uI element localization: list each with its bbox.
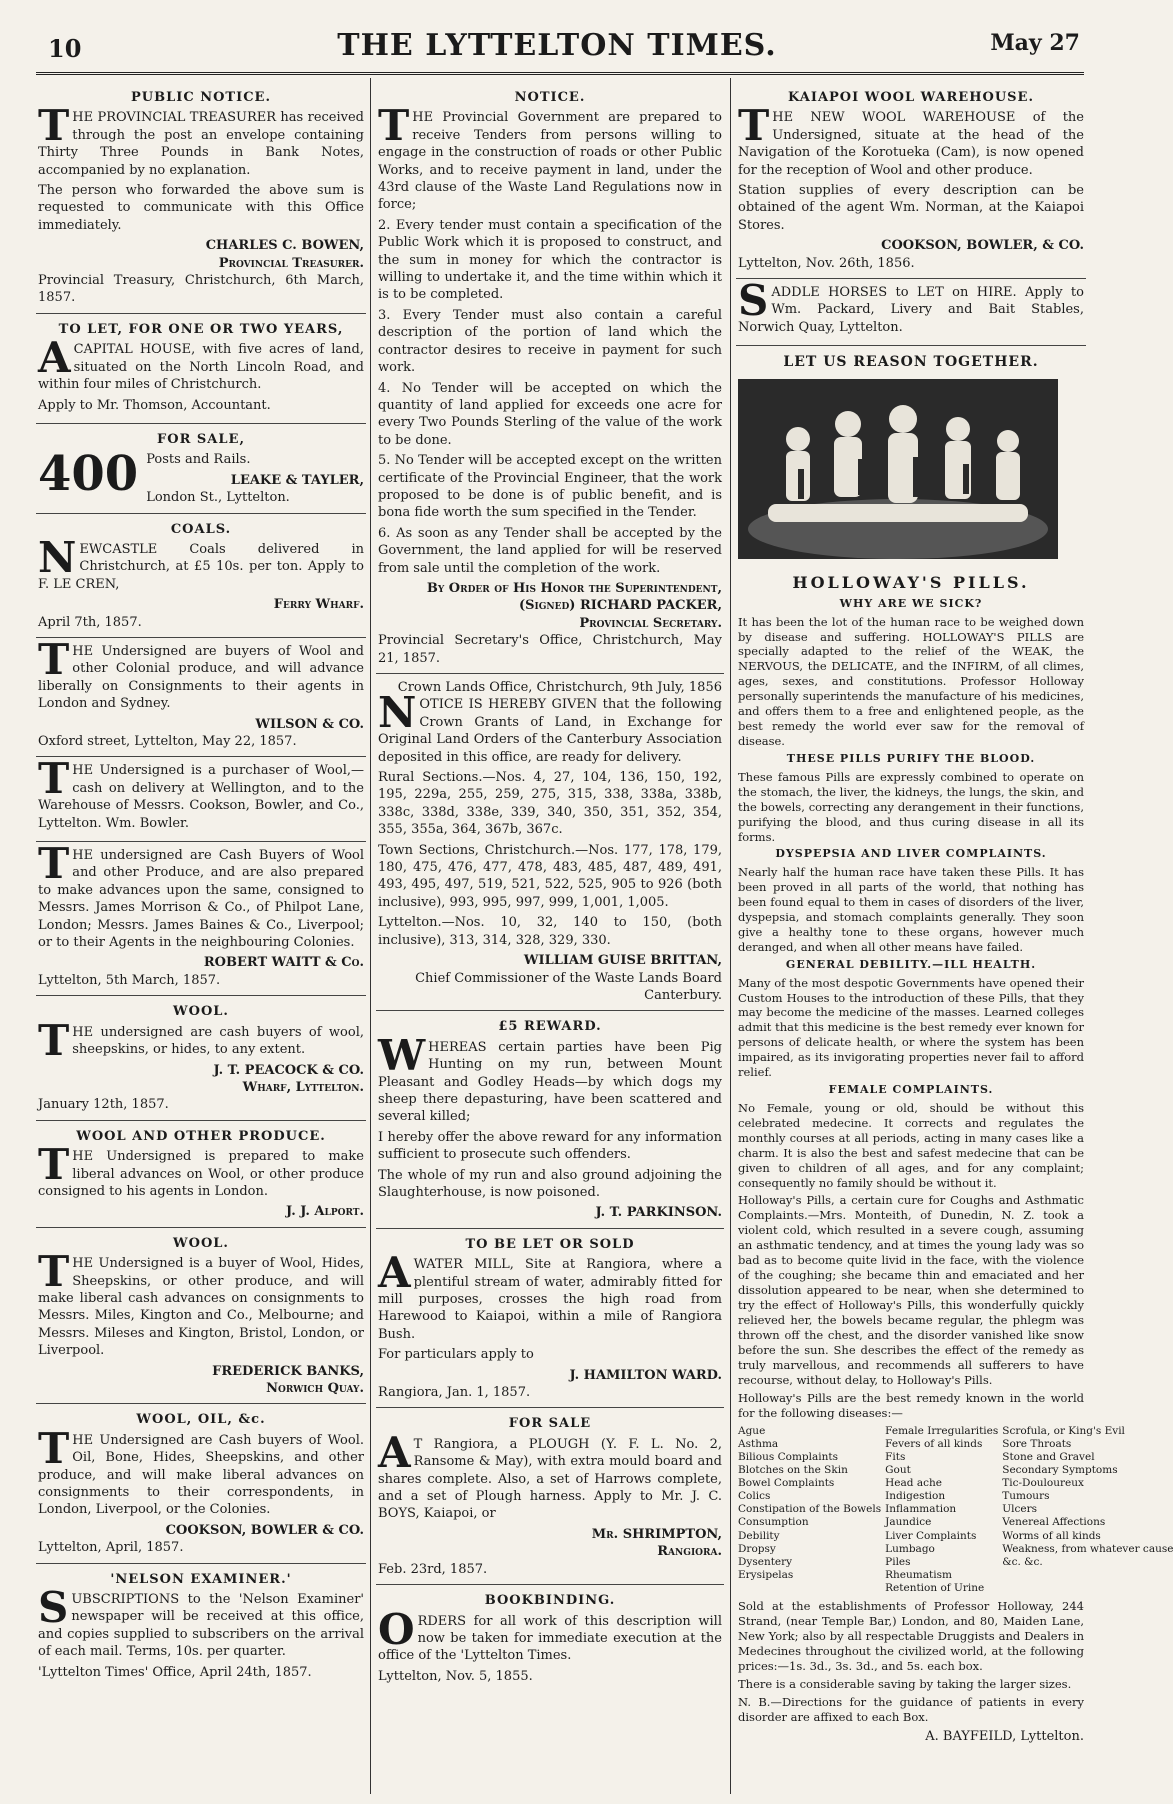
disease-item: Female Irregularities bbox=[885, 1424, 999, 1437]
ad-signature: Ferry Wharf. bbox=[273, 597, 364, 613]
ad-signature: Rangiora. bbox=[657, 1544, 722, 1560]
disease-item: Head ache bbox=[885, 1477, 942, 1490]
section-heading: FEMALE COMPLAINTS. bbox=[828, 1083, 994, 1097]
ad-heading: NOTICE. bbox=[514, 90, 586, 105]
disease-item: Bowel Complaints bbox=[738, 1477, 835, 1490]
disease-item: Fits bbox=[885, 1450, 906, 1463]
ad-text: THE Undersigned are buyers of Wool and other Colonial produce, and will advance liberally on Consignments to their agents in London and Sydney. bbox=[38, 634, 364, 712]
disease-item: Secondary Symptoms bbox=[1002, 1463, 1118, 1476]
ad-heading: 'NELSON EXAMINER.' bbox=[110, 1571, 292, 1587]
ad-signature: Mr. SHRIMPTON, bbox=[591, 1526, 722, 1542]
disease-item: Scrofula, or King's Evil bbox=[1002, 1424, 1125, 1437]
ad-text: Station supplies of every description can be obtained of the agent Wm. Norman, at the Kaiapoi Stores. bbox=[738, 183, 1084, 233]
ad-signature: J. T. PEACOCK & CO. bbox=[213, 1062, 364, 1078]
disease-item: Rheumatism bbox=[885, 1568, 952, 1581]
disease-item: Jaundice bbox=[885, 1516, 932, 1529]
newspaper-title: THE LYTTELTON TIMES. bbox=[337, 28, 777, 63]
ad-dateline: Crown Lands Office, Christchurch, 9th July, 1856 bbox=[397, 680, 722, 695]
ad-heading: FOR SALE, bbox=[157, 431, 245, 447]
ad-dateline: Lyttelton, 5th March, 1857. bbox=[38, 972, 221, 988]
advertisement bbox=[376, 1585, 724, 1691]
disease-item: Bilious Complaints bbox=[738, 1450, 838, 1463]
ad-text: THE NEW WOOL WAREHOUSE of the Undersigned, situate at the head of the Navigation of the Korotueka (Cam), is now opened for the reception of Wool and other produce. bbox=[738, 101, 1084, 178]
ad-signature: J. J. Alport. bbox=[286, 1204, 364, 1220]
ad-signature: WILSON & CO. bbox=[255, 716, 364, 732]
disease-item: Debility bbox=[738, 1529, 780, 1542]
disease-item: Dysentery bbox=[738, 1555, 793, 1568]
ad-text: THE undersigned are cash buyers of wool, sheepskins, or hides, to any extent. bbox=[38, 1015, 364, 1065]
advertisement bbox=[376, 1408, 724, 1585]
column-right bbox=[736, 82, 1173, 1790]
page-number: 10 bbox=[48, 34, 82, 63]
ad-heading: WOOL AND OTHER PRODUCE. bbox=[76, 1128, 326, 1144]
ad-heading: TO BE LET OR SOLD bbox=[465, 1236, 635, 1252]
disease-item: Worms of all kinds bbox=[1002, 1529, 1101, 1542]
section-heading: THESE PILLS PURIFY THE BLOOD. bbox=[786, 752, 1036, 766]
ad-text: NOTICE IS HEREBY GIVEN that the following Crown Grants of Land, in Exchange for Original Land Orders of the Canterbury Association deposited in this office, are ready for delivery. bbox=[378, 688, 722, 765]
ad-signature: Provincial Treasurer. bbox=[218, 255, 364, 271]
advertisement bbox=[376, 1229, 724, 1409]
ad-text: Nearly half the human race have taken these Pills. It has been proved in all parts of the world, that nothing has been found equal to them in cases of disorders of the liver, dyspepsia, and stomach complaints generally. They soon give a healthy tone to these organs, however much deranged, and when all other means have failed. bbox=[738, 865, 1084, 954]
disease-item: Constipation of the Bowels bbox=[738, 1503, 882, 1516]
ad-text: I hereby offer the above reward for any information sufficient to prosecute such offenders. bbox=[378, 1129, 722, 1163]
ad-heading: WOOL, OIL, &c. bbox=[136, 1412, 266, 1428]
ad-signature: A. BAYFEILD, Lyttelton. bbox=[925, 1728, 1084, 1744]
advertisement bbox=[36, 1404, 366, 1563]
disease-item: Consumption bbox=[738, 1516, 809, 1529]
ad-signature: Provincial Secretary. bbox=[579, 615, 722, 631]
ad-dateline: Lyttelton, Nov. 26th, 1856. bbox=[738, 255, 915, 271]
disease-item: Retention of Urine bbox=[885, 1582, 985, 1595]
ad-text: Many of the most despotic Governments have opened their Custom Houses to the introduction of these Pills, that they may become the medicine of the masses. Learned colleges admit that this medicine is the best remedy ever known for persons of delicate health, or where the system has been impaired, as its invigorating properties never fail to afford relief. bbox=[738, 975, 1084, 1080]
ad-signature: (Signed) RICHARD PACKER, bbox=[518, 598, 722, 614]
advertisement bbox=[36, 1121, 366, 1228]
kaiapoi-warehouse-ad bbox=[736, 82, 1086, 279]
ad-dateline: Provincial Treasury, Christchurch, 6th March, 1857. bbox=[38, 273, 364, 306]
disease-item: Sore Throats bbox=[1002, 1437, 1072, 1450]
holloway-ad bbox=[736, 346, 1173, 1751]
ad-text: ACAPITAL HOUSE, with five acres of land, situated on the North Lincoln Road, and within four miles of Christchurch. bbox=[38, 333, 364, 393]
ad-text: Lyttelton.—Nos. 10, 32, 140 to 150, (both inclusive), 313, 314, 328, 329, 330. bbox=[378, 915, 722, 948]
ad-signature: COOKSON, BOWLER & CO. bbox=[165, 1522, 364, 1538]
ad-text: AT Rangiora, a PLOUGH (Y. F. L. No. 2, Ransome & May), with extra mould board and shares complete. Also, a set of Harrows complete, and a set of Plough harness. Apply to Mr. J. C. BOYS, Kaiapoi, or bbox=[378, 1427, 722, 1522]
ad-text: Holloway's Pills are the best remedy known in the world for the following diseases:— bbox=[738, 1390, 1084, 1420]
ad-signature: FREDERICK BANKS, bbox=[212, 1363, 364, 1379]
ad-signature: WILLIAM GUISE BRITTAN, bbox=[523, 953, 722, 969]
disease-item: Ulcers bbox=[1002, 1503, 1037, 1516]
ad-dateline: Rangiora, Jan. 1, 1857. bbox=[378, 1385, 531, 1401]
ad-text: THE Undersigned is a purchaser of Wool,—cash on delivery at Wellington, and to the Warehouse of Messrs. Cookson, Bowler, and Co., Lyttelton. Wm. Bowler. bbox=[38, 754, 364, 831]
ad-text: 6. As soon as any Tender shall be accepted by the Government, the land applied for will be reserved from sale until the completion of the work. bbox=[378, 525, 722, 576]
ad-text: 2. Every tender must contain a specification of the Public Work which it is proposed to construct, and the sum in money for which the contractor is willing to undertake it, and the time within which it is to be completed. bbox=[378, 217, 722, 303]
ad-signature: J. T. PARKINSON. bbox=[595, 1205, 722, 1221]
advertisement bbox=[376, 674, 724, 1011]
ad-heading: LET US REASON TOGETHER. bbox=[783, 354, 1039, 371]
disease-item: Erysipelas bbox=[738, 1568, 794, 1581]
disease-item: &c. &c. bbox=[1002, 1555, 1043, 1568]
ad-signature: LEAKE & TAYLER, bbox=[230, 472, 364, 488]
ad-heading: COALS. bbox=[170, 521, 232, 537]
disease-item: Inflammation bbox=[885, 1503, 957, 1516]
ad-dateline: Lyttelton, April, 1857. bbox=[38, 1540, 184, 1556]
disease-item bbox=[1002, 1582, 1173, 1595]
disease-item: Lumbago bbox=[885, 1542, 935, 1555]
section-heading: GENERAL DEBILITY.—ILL HEALTH. bbox=[785, 957, 1037, 971]
ad-text: For particulars apply to bbox=[378, 1347, 534, 1363]
disease-item: Ague bbox=[738, 1424, 766, 1437]
disease-item: Fevers of all kinds bbox=[885, 1437, 983, 1450]
disease-item: Tumours bbox=[1002, 1490, 1050, 1503]
ad-text: ORDERS for all work of this description will now be taken for immediate execution at the office of the 'Lyttelton Times. bbox=[378, 1604, 722, 1664]
disease-item: Indigestion bbox=[885, 1490, 946, 1503]
ad-signature: J. HAMILTON WARD. bbox=[569, 1367, 722, 1383]
disease-item: Liver Complaints bbox=[885, 1529, 977, 1542]
advertisement bbox=[36, 514, 366, 638]
ad-text: WHEREAS certain parties have been Pig Hunting on my run, between Mount Pleasant and Godley Heads—by which dogs my sheep there depasturing, have been scattered and several killed; bbox=[378, 1030, 722, 1125]
ad-signature: ROBERT WAITT & Co. bbox=[203, 955, 364, 971]
ad-text: The person who forwarded the above sum is requested to communicate with this Office immediately. bbox=[38, 183, 364, 233]
large-figure: 400 bbox=[38, 446, 139, 503]
advertisement bbox=[36, 634, 366, 757]
ad-text: AWATER MILL, Site at Rangiora, where a plentiful stream of water, admirably fitted for mill purposes, crosses the high road from Harewood to Kaiapoi, within a mile of Rangiora Bush. bbox=[378, 1248, 722, 1342]
ad-text: N. B.—Directions for the guidance of patients in every disorder are affixed to each Box. bbox=[738, 1694, 1084, 1724]
ad-signature: COOKSON, BOWLER, & CO. bbox=[881, 238, 1084, 254]
advertisement bbox=[36, 1228, 366, 1405]
disease-item: Dropsy bbox=[738, 1542, 776, 1555]
masthead bbox=[0, 28, 1114, 68]
ad-text: 3. Every Tender must also contain a careful description of the portion of land which the contractor desires to receive in payment for such work. bbox=[378, 307, 722, 376]
ad-text: NEWCASTLE Coals delivered in Christchurch, at £5 10s. per ton. Apply to F. LE CREN, bbox=[38, 532, 364, 592]
ad-text: Apply to Mr. Thomson, Accountant. bbox=[38, 397, 271, 413]
ad-heading: KAIAPOI WOOL WAREHOUSE. bbox=[788, 90, 1034, 105]
advertisement bbox=[36, 996, 366, 1120]
column-divider-1 bbox=[370, 78, 371, 1794]
masthead-rule bbox=[36, 72, 1084, 75]
ad-text: Rural Sections.—Nos. 4, 27, 104, 136, 150, 192, 195, 229a, 255, 259, 275, 315, 338, 338a, 338b, 338c, 338d, 338e, 339, 340, 350, 351, 352, 354, 355, 355a, 364, 367b, 367c. bbox=[378, 770, 722, 838]
section-heading: DYSPEPSIA AND LIVER COMPLAINTS. bbox=[775, 847, 1047, 861]
advertisement bbox=[36, 314, 366, 424]
saddle-horses-ad bbox=[736, 276, 1086, 346]
advertisement bbox=[36, 424, 366, 514]
column-left bbox=[36, 82, 366, 1790]
ad-dateline: Oxford street, Lyttelton, May 22, 1857. bbox=[38, 734, 297, 749]
ad-signature: Chief Commissioner of the Waste Lands Board Canterbury. bbox=[415, 970, 722, 1003]
ad-text: THE Undersigned is a buyer of Wool, Hides, Sheepskins, or other produce, and will make liberal cash advances on consignments to Messrs. Miles, Kington and Co., Melbourne; and Messrs. Mileses and Kington, Bristol, London, or Liverpool. bbox=[38, 1247, 364, 1359]
advertisement bbox=[376, 1011, 724, 1228]
disease-item bbox=[1002, 1569, 1173, 1582]
disease-item bbox=[738, 1582, 881, 1595]
ad-text: THE Undersigned are Cash buyers of Wool. Oil, Bone, Hides, Sheepskins, and other produce, and will make liberal advances on consignments to their correspondents, in London, Liverpool, or the Colonies. bbox=[38, 1423, 364, 1518]
engraving-illustration bbox=[738, 379, 1058, 559]
advertisement bbox=[36, 1564, 366, 1687]
advertisement bbox=[36, 754, 366, 842]
ad-text: 5. No Tender will be accepted except on the written certificate of the Provincial Engineer, that the work proposed to be done is of public benefit, and is bona fide worth the sum specified in the Tender. bbox=[378, 453, 722, 521]
ad-text: It has been the lot of the human race to be weighed down by disease and suffering. HOLLOWAY'S PILLS are specially adapted to the relief of the WEAK, the NERVOUS, the DELICATE, and the INFIRM, of all climes, ages, sexes, and constitutions. Professor Holloway personally superintends the manufacture of his medicines, and offers them to a free and enlightened people, as the best remedy the world ever saw for the removal of disease. bbox=[738, 614, 1084, 749]
advertisement bbox=[36, 839, 366, 996]
ad-text: There is a considerable saving by taking the larger sizes. bbox=[738, 1676, 1072, 1691]
ad-heading: PUBLIC NOTICE. bbox=[131, 90, 271, 105]
advertisement bbox=[376, 82, 724, 674]
ad-dateline: Feb. 23rd, 1857. bbox=[378, 1561, 488, 1577]
ad-signature: By Order of His Honor the Superintendent, bbox=[426, 580, 722, 596]
holloway-title: HOLLOWAY'S PILLS. bbox=[792, 573, 1030, 593]
disease-item: Piles bbox=[885, 1555, 911, 1568]
ad-dateline: January 12th, 1857. bbox=[38, 1097, 169, 1113]
ad-text: Town Sections, Christchurch.—Nos. 177, 178, 179, 180, 475, 476, 477, 478, 483, 485, 487, 489, 491, 493, 495, 497, 519, 521, 522, 525, 905 to 926 (both inclusive), 993, 995, 997, 999, 1,001, 1,005. bbox=[378, 842, 722, 910]
disease-item: Weakness, from whatever cause bbox=[1002, 1542, 1173, 1555]
ad-signature: CHARLES C. BOWEN, bbox=[205, 238, 364, 254]
ad-text: 4. No Tender will be accepted on which the quantity of land applied for exceeds one acre for every Two Pounds Sterling of the value of the work to be done. bbox=[378, 380, 722, 448]
ad-text: These famous Pills are expressly combined to operate on the stomach, the liver, the kidneys, the lungs, the skin, and the bowels, correcting any derangement in their functions, purifying the blood, and thus curing disease in all its forms. bbox=[738, 769, 1084, 844]
ad-dateline: Provincial Secretary's Office, Christchurch, May 21, 1857. bbox=[378, 633, 722, 666]
ad-heading: £5 REWARD. bbox=[498, 1019, 602, 1035]
ad-text: Holloway's Pills, a certain cure for Coughs and Asthmatic Complaints.—Mrs. Monteith, of Dunedin, N. Z. took a violent cold, which resulted in a severe cough, assuming an asthmatic tendency, and at times the young lady was so bad as to become quite livid in the face, with the violence of the coughing; she became thin and emaciated and her dissolution appeared to be near, when she determined to try the effect of Holloway's Pills, this wonderfully quickly relieved her, the bowels became regular, the phlegm was thrown off the chest, and the disorder vanished like snow before the sun. She describes the effect of the remedy as truly marvellous, and recommends all sufferers to have recourse, without delay, to Holloway's Pills. bbox=[738, 1193, 1084, 1387]
ad-dateline: Lyttelton, Nov. 5, 1855. bbox=[378, 1668, 533, 1684]
ad-text: SUBSCRIPTIONS to the 'Nelson Examiner' newspaper will be received at this office, and copies supplied to subscribers on the arrival of each mail. Terms, 10s. per quarter. bbox=[38, 1583, 364, 1660]
disease-list bbox=[738, 1424, 1173, 1596]
disease-item: Blotches on the Skin bbox=[738, 1463, 848, 1476]
advertisement bbox=[36, 82, 366, 314]
column-middle bbox=[376, 82, 724, 1790]
column-divider-2 bbox=[730, 78, 731, 1794]
ad-text: SADDLE HORSES to LET on HIRE. Apply to Wm. Packard, Livery and Bait Stables, Norwich Quay, Lyttelton. bbox=[738, 276, 1084, 335]
disease-item: Asthma bbox=[738, 1437, 779, 1450]
ad-text: Sold at the establishments of Professor Holloway, 244 Strand, (near Temple Bar,) London, and 80, Maiden Lane, New York; also by all respectable Druggists and Dealers in Medecines throughout the civilized world, at the following prices:—1s. 3d., 3s. 3d., and 5s. each box. bbox=[738, 1599, 1084, 1673]
ad-text: Posts and Rails. bbox=[146, 452, 251, 468]
disease-item: Venereal Affections bbox=[1002, 1516, 1106, 1529]
ad-dateline: April 7th, 1857. bbox=[38, 614, 142, 630]
ad-dateline: London St., Lyttelton. bbox=[146, 490, 290, 506]
disease-item: Colics bbox=[738, 1490, 771, 1503]
disease-item: Gout bbox=[885, 1463, 911, 1476]
issue-date: May 27 bbox=[990, 30, 1080, 56]
ad-dateline: 'Lyttelton Times' Office, April 24th, 1857. bbox=[38, 1664, 312, 1680]
ad-text: THE Provincial Government are prepared to receive Tenders from persons willing to engage in the construction of roads or other Public Works, and to receive payment in land, under the 43rd clause of the Waste Land Regulations now in force; bbox=[378, 101, 722, 213]
ad-text: No Female, young or old, should be without this celebrated medecine. It corrects and regulates the monthly courses at all periods, acting in many cases like a charm. It is also the best and safest medecine that can be given to children of all ages, and for any complaint; consequently no family should be without it. bbox=[738, 1100, 1084, 1190]
section-heading: WHY ARE WE SICK? bbox=[839, 596, 983, 610]
ad-text: The whole of my run and also ground adjoining the Slaughterhouse, is now poisoned. bbox=[378, 1167, 722, 1200]
disease-item: Stone and Gravel bbox=[1002, 1450, 1095, 1463]
ad-text: THE Undersigned is prepared to make liberal advances on Wool, or other produce consigned to his agents in London. bbox=[38, 1140, 364, 1199]
ad-heading: BOOKBINDING. bbox=[484, 1593, 616, 1609]
disease-item: Tic-Douloureux bbox=[1002, 1477, 1084, 1490]
ad-signature: Norwich Quay. bbox=[266, 1381, 364, 1396]
ad-heading: WOOL. bbox=[173, 1004, 229, 1020]
ad-heading: WOOL. bbox=[173, 1235, 229, 1251]
ad-text: THE PROVINCIAL TREASURER has received through the post an envelope containing Thirty Three Pounds in Bank Notes, accompanied by no explanation. bbox=[38, 101, 364, 178]
ad-signature: Wharf, Lyttelton. bbox=[242, 1079, 364, 1095]
ad-heading: TO LET, FOR ONE OR TWO YEARS, bbox=[58, 321, 344, 337]
ad-heading: FOR SALE bbox=[508, 1416, 592, 1432]
ad-text: THE undersigned are Cash Buyers of Wool and other Produce, and are also prepared to make advances upon the same, consigned to Messrs. James Morrison & Co., of Philpot Lane, London; Messrs. James Baines & Co., Liverpool; or to their Agents in the neighbouring Colonies. bbox=[38, 839, 364, 951]
